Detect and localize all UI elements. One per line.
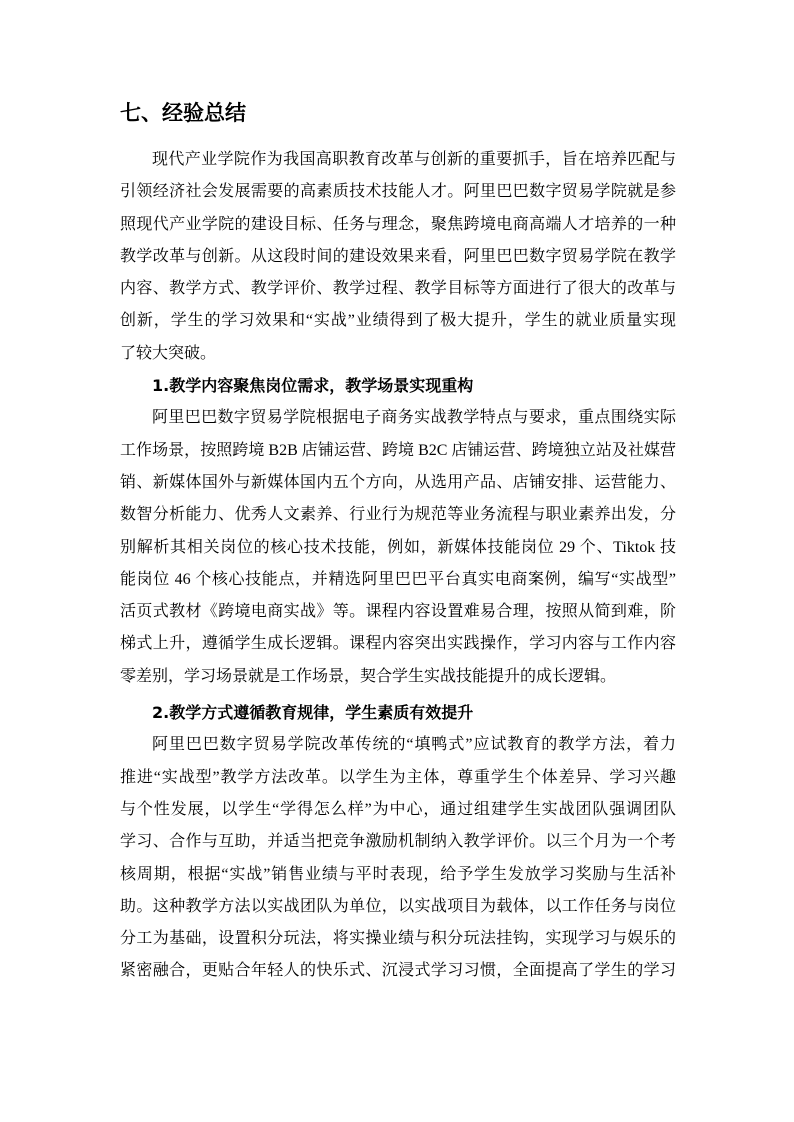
paragraph-line: 零差别，学习场景就是工作场景，契合学生实战技能提升的成长逻辑。	[120, 667, 617, 685]
page-content	[120, 97, 676, 988]
subsection-title: 2.教学方式遵循教育规律，学生素质有效提升	[152, 703, 474, 723]
subsection-paragraph	[120, 729, 676, 987]
paragraph-line: 现代产业学院作为我国高职教育改革与创新的重要抓手，旨在培养匹配与	[152, 151, 676, 168]
paragraph-line: 与个性发展，以学生“学得怎么样”为中心，通过组建学生实战团队强调团队	[120, 800, 676, 818]
intro-paragraph	[120, 144, 676, 370]
section-heading: 七、经验总结	[120, 101, 246, 125]
paragraph-line: 照现代产业学院的建设目标、任务与理念，聚焦跨境电商高端人才培养的一种	[120, 215, 676, 233]
paragraph-line: 内容、教学方式、教学评价、教学过程、教学目标等方面进行了很大的改革与	[120, 280, 676, 298]
paragraph-line: 教学改革与创新。从这段时间的建设效果来看，阿里巴巴数字贸易学院在教学	[120, 247, 676, 265]
paragraph-line: 工作场景，按照跨境 B2B 店铺运营、跨境 B2C 店铺运营、跨境独立站及社媒营	[120, 441, 676, 459]
paragraph-line: 创新，学生的学习效果和“实战”业绩得到了极大提升，学生的就业质量实现	[120, 312, 676, 330]
subsection-paragraph	[120, 402, 676, 693]
paragraph-line: 梯式上升，遵循学生成长逻辑。课程内容突出实践操作，学习内容与工作内容	[120, 635, 676, 653]
paragraph-line: 助。这种教学方法以实战团队为单位，以实战项目为载体，以工作任务与岗位	[120, 897, 676, 915]
paragraph-line: 别解析其相关岗位的核心技术技能，例如，新媒体技能岗位 29 个、Tiktok 技	[120, 538, 676, 556]
paragraph-line: 核周期，根据“实战”销售业绩与平时表现，给予学生发放学习奖励与生活补	[120, 865, 676, 883]
paragraph-line: 能岗位 46 个核心技能点，并精选阿里巴巴平台真实电商案例，编写“实战型”	[120, 570, 676, 588]
paragraph-line: 销、新媒体国外与新媒体国内五个方向，从选用产品、店铺安排、运营能力、	[120, 473, 676, 491]
paragraph-line: 了较大突破。	[120, 344, 217, 362]
subsection-title: 1.教学内容聚焦岗位需求，教学场景实现重构	[152, 376, 474, 396]
paragraph-line: 阿里巴巴数字贸易学院根据电子商务实战教学特点与要求，重点围绕实际	[152, 409, 676, 427]
paragraph-line: 活页式教材《跨境电商实战》等。课程内容设置难易合理，按照从简到难，阶	[120, 603, 676, 621]
paragraph-line: 阿里巴巴数字贸易学院改革传统的“填鸭式”应试教育的教学方法，着力	[152, 736, 676, 754]
paragraph-line: 紧密融合，更贴合年轻人的快乐式、沉浸式学习习惯，全面提高了学生的学习	[120, 962, 676, 980]
paragraph-line: 分工为基础，设置积分玩法，将实操业绩与积分玩法挂钩，实现学习与娱乐的	[120, 930, 676, 948]
paragraph-line: 引领经济社会发展需要的高素质技术技能人才。阿里巴巴数字贸易学院就是参	[120, 183, 676, 201]
paragraph-line: 数智分析能力、优秀人文素养、行业行为规范等业务流程与职业素养出发，分	[120, 506, 676, 524]
paragraph-line: 推进“实战型”教学方法改革。以学生为主体，尊重学生个体差异、学习兴趣	[120, 768, 676, 786]
paragraph-line: 学习、合作与互助，并适当把竞争激励机制纳入教学评价。以三个月为一个考	[120, 833, 676, 851]
